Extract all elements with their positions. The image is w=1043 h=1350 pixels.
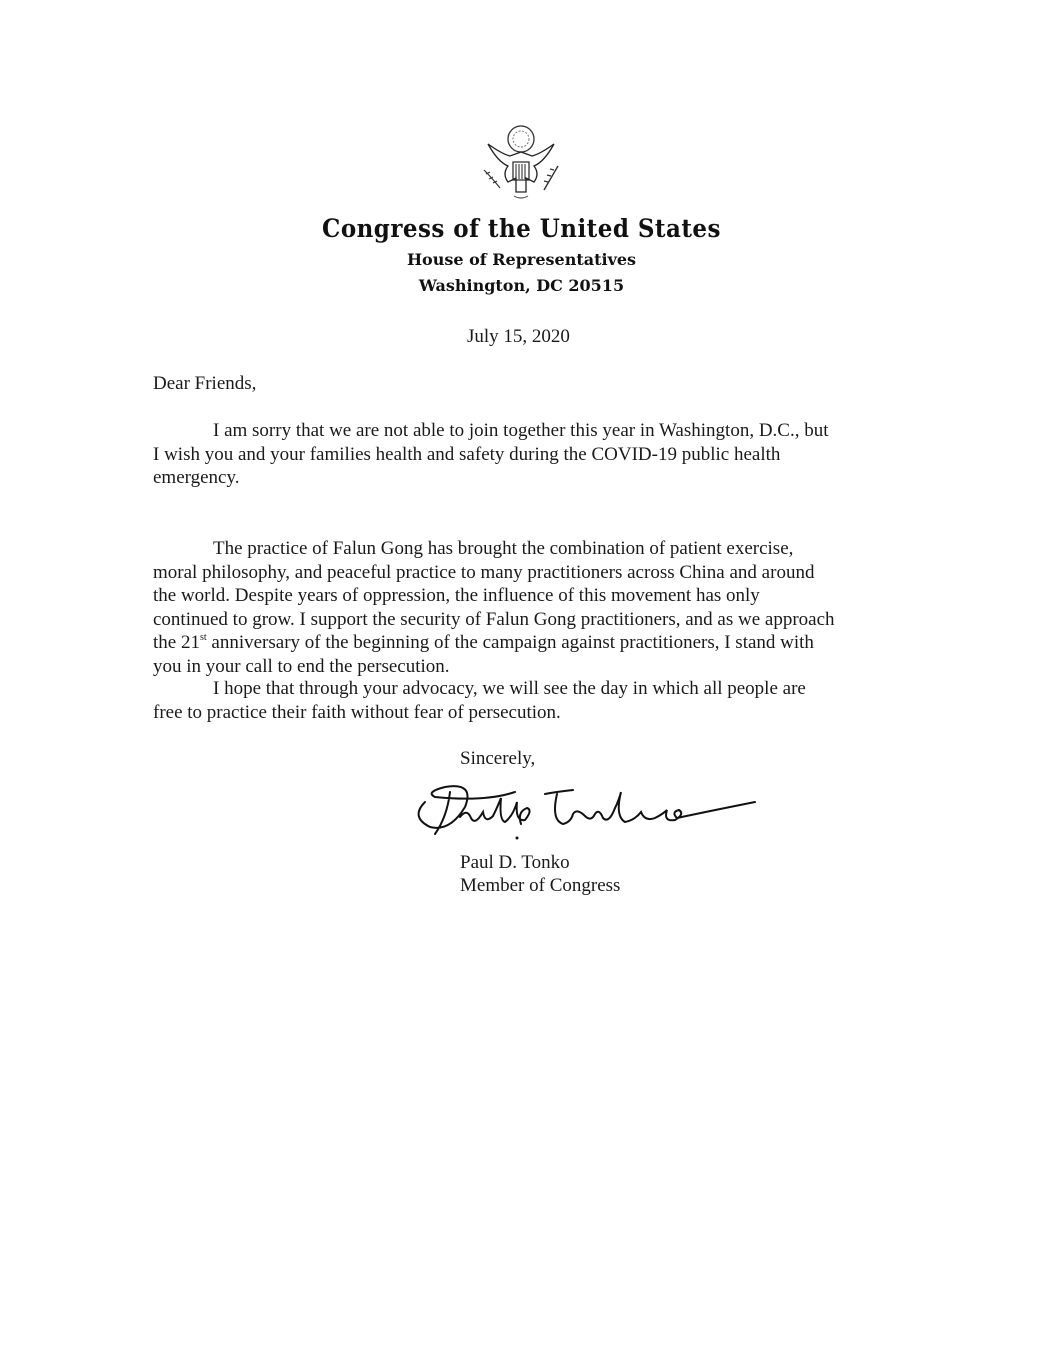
paragraph-line: continued to grow. I support the security of Falun Gong practitioners, and as we approach: [153, 608, 835, 630]
letter-date: July 15, 2020: [467, 326, 570, 347]
paragraph-line: free to practice their faith without fear of persecution.: [153, 701, 561, 723]
paragraph-line: emergency.: [153, 467, 240, 488]
signer-name: Paul D. Tonko: [460, 852, 570, 873]
letterhead-subtitle: House of Representatives: [406, 250, 637, 269]
paragraph-line: moral philosophy, and peaceful practice to many practitioners across China and around: [153, 561, 815, 583]
paragraph-line: I wish you and your families health and safety during the COVID-19 public health: [153, 443, 781, 465]
paragraph-line: I hope that through your advocacy, we will see the day in which all people are: [213, 678, 806, 699]
paragraph-line: The practice of Falun Gong has brought the combination of patient exercise,: [213, 538, 794, 559]
text-fragment: anniversary of the beginning of the campaign against practitioners, I stand with: [206, 632, 814, 653]
salutation: Dear Friends,: [153, 373, 257, 394]
letterhead-title: Congress of the United States: [322, 214, 721, 243]
paragraph-line: the world. Despite years of oppression, the influence of this movement has only: [153, 585, 760, 606]
paragraph-line: [153, 631, 835, 655]
paragraph-line: I am sorry that we are not able to join together this year in Washington, D.C., but: [213, 420, 829, 441]
paragraph-3: [153, 677, 806, 724]
paragraph-2: [153, 537, 835, 678]
letterhead-address: Washington, DC 20515: [418, 276, 625, 295]
signer-title: Member of Congress: [460, 875, 621, 896]
great-seal-icon: [478, 122, 564, 202]
closing: Sincerely,: [460, 748, 536, 769]
paragraph-1: [153, 419, 829, 490]
ordinal-suffix: st: [199, 632, 207, 643]
text-fragment: the 21: [153, 632, 200, 653]
paragraph-line: you in your call to end the persecution.: [153, 655, 450, 677]
signature-icon: [405, 772, 765, 852]
